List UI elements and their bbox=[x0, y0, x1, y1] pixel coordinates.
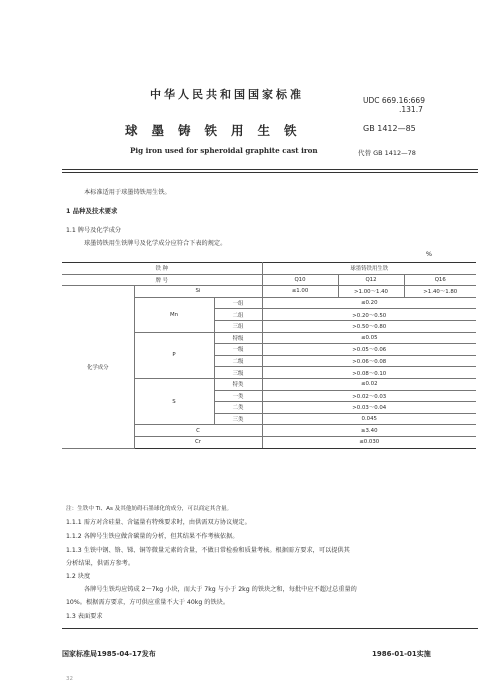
p-value: >0.08～0.10 bbox=[262, 367, 476, 379]
iron-type-value: 球墨铸铁用生铁 bbox=[262, 263, 476, 275]
grade-q16: Q16 bbox=[404, 274, 476, 286]
footer-rule bbox=[62, 628, 478, 629]
table-row bbox=[62, 274, 476, 286]
s-value: >0.02～0.03 bbox=[262, 390, 476, 402]
mn-grade: 二组 bbox=[214, 309, 262, 321]
cr-value: ≤0.030 bbox=[262, 436, 476, 448]
s-value: 0.045 bbox=[262, 413, 476, 425]
clause-1-2-line-2: 10%。根据需方要求，方可供应重量不大于 40kg 的铁块。 bbox=[66, 599, 230, 606]
s-grade: 三类 bbox=[214, 413, 262, 425]
table-row bbox=[62, 286, 476, 298]
udc-code bbox=[363, 96, 425, 114]
element-si: Si bbox=[134, 286, 262, 298]
section-1-3-heading: 1.3 表面要求 bbox=[66, 613, 103, 620]
element-c: C bbox=[134, 425, 262, 437]
grade-q12: Q12 bbox=[338, 274, 404, 286]
element-mn: Mn bbox=[134, 297, 214, 332]
section-1-2-heading: 1.2 块度 bbox=[66, 573, 91, 580]
standard-name: 球墨铸铁用生铁 bbox=[125, 123, 311, 138]
replaces-standard: 代替 GB 1412—78 bbox=[358, 149, 416, 157]
iron-type-header: 铁 种 bbox=[62, 263, 262, 275]
element-s: S bbox=[134, 378, 214, 424]
element-p: P bbox=[134, 332, 214, 378]
p-value: ≤0.05 bbox=[262, 332, 476, 344]
c-value: ≥3.40 bbox=[262, 425, 476, 437]
s-grade: 二类 bbox=[214, 402, 262, 414]
standard-category-title: 中华人民共和国国家标准 bbox=[150, 88, 304, 101]
clause-1-1-3-line-1: 1.1.3 生铁中钢、铬、锑、铜等微量元素的含量，不做日常检验和质量考核。根据需方要求，可以提供其 bbox=[66, 547, 350, 554]
si-q16: >1.40～1.80 bbox=[404, 286, 476, 298]
issue-date: 国家标准局1985-04-17发布 bbox=[62, 650, 156, 658]
p-grade: 一级 bbox=[214, 344, 262, 356]
effective-date: 1986-01-01实施 bbox=[372, 650, 431, 658]
header-rule-top bbox=[62, 169, 478, 170]
mn-grade: 三组 bbox=[214, 320, 262, 332]
standard-name-english: Pig iron used for spheroidal graphite cast iron bbox=[130, 146, 318, 155]
scope-text: 本标准适用于球墨铸铁用生铁。 bbox=[84, 189, 171, 196]
section-1-1-heading: 1.1 牌号及化学成分 bbox=[66, 227, 122, 234]
s-grade: 特类 bbox=[214, 378, 262, 390]
mn-value: >0.20～0.50 bbox=[262, 309, 476, 321]
s-value: >0.03～0.04 bbox=[262, 402, 476, 414]
section-1-heading: 1 品种及技术要求 bbox=[66, 207, 118, 215]
gb-number: GB 1412—85 bbox=[363, 124, 416, 133]
clause-1-1-1: 1.1.1 需方对含硅量、含锰量有特殊要求时，由供需双方协议规定。 bbox=[66, 519, 251, 526]
p-value: >0.05～0.06 bbox=[262, 344, 476, 356]
clause-1-1-2: 1.1.2 各牌号生铁应做含碳量的分析，但其结果不作考核依据。 bbox=[66, 533, 239, 540]
s-value: ≤0.02 bbox=[262, 378, 476, 390]
clause-1-2-line-1: 各牌号生铁均应铸成 2～7kg 小块，而大于 7kg 与小于 2kg 的铁块之和，每批中应不超过总重量的 bbox=[84, 586, 357, 593]
header-rule-bottom bbox=[62, 172, 478, 173]
table-row bbox=[62, 263, 476, 275]
p-grade: 二级 bbox=[214, 355, 262, 367]
mn-value: >0.50～0.80 bbox=[262, 320, 476, 332]
grade-header: 牌 号 bbox=[62, 274, 262, 286]
table-note: 注：生铁中 Ti、As 及其他妨碍石墨球化的成分，可以商定其含量。 bbox=[66, 506, 233, 512]
p-value: >0.06～0.08 bbox=[262, 355, 476, 367]
udc-line-2: .131.7 bbox=[399, 105, 423, 114]
mn-grade: 一组 bbox=[214, 297, 262, 309]
si-q12: >1.00～1.40 bbox=[338, 286, 404, 298]
s-grade: 一类 bbox=[214, 390, 262, 402]
clause-1-1-3-line-2: 分析结果，供需方参考。 bbox=[66, 560, 135, 567]
section-1-1-text: 球墨铸铁用生铁牌号及化学成分应符合下表的规定。 bbox=[84, 240, 227, 247]
p-grade: 特级 bbox=[214, 332, 262, 344]
page-number: 32 bbox=[66, 676, 73, 682]
element-cr: Cr bbox=[134, 436, 262, 448]
mn-value: ≤0.20 bbox=[262, 297, 476, 309]
unit-label: % bbox=[425, 250, 432, 258]
p-grade: 三级 bbox=[214, 367, 262, 379]
chemical-composition-label: 化学成分 bbox=[62, 286, 134, 448]
composition-table bbox=[62, 262, 476, 449]
udc-line-1: UDC 669.16:669 bbox=[363, 96, 425, 105]
si-q10: ≤1.00 bbox=[262, 286, 338, 298]
grade-q10: Q10 bbox=[262, 274, 338, 286]
